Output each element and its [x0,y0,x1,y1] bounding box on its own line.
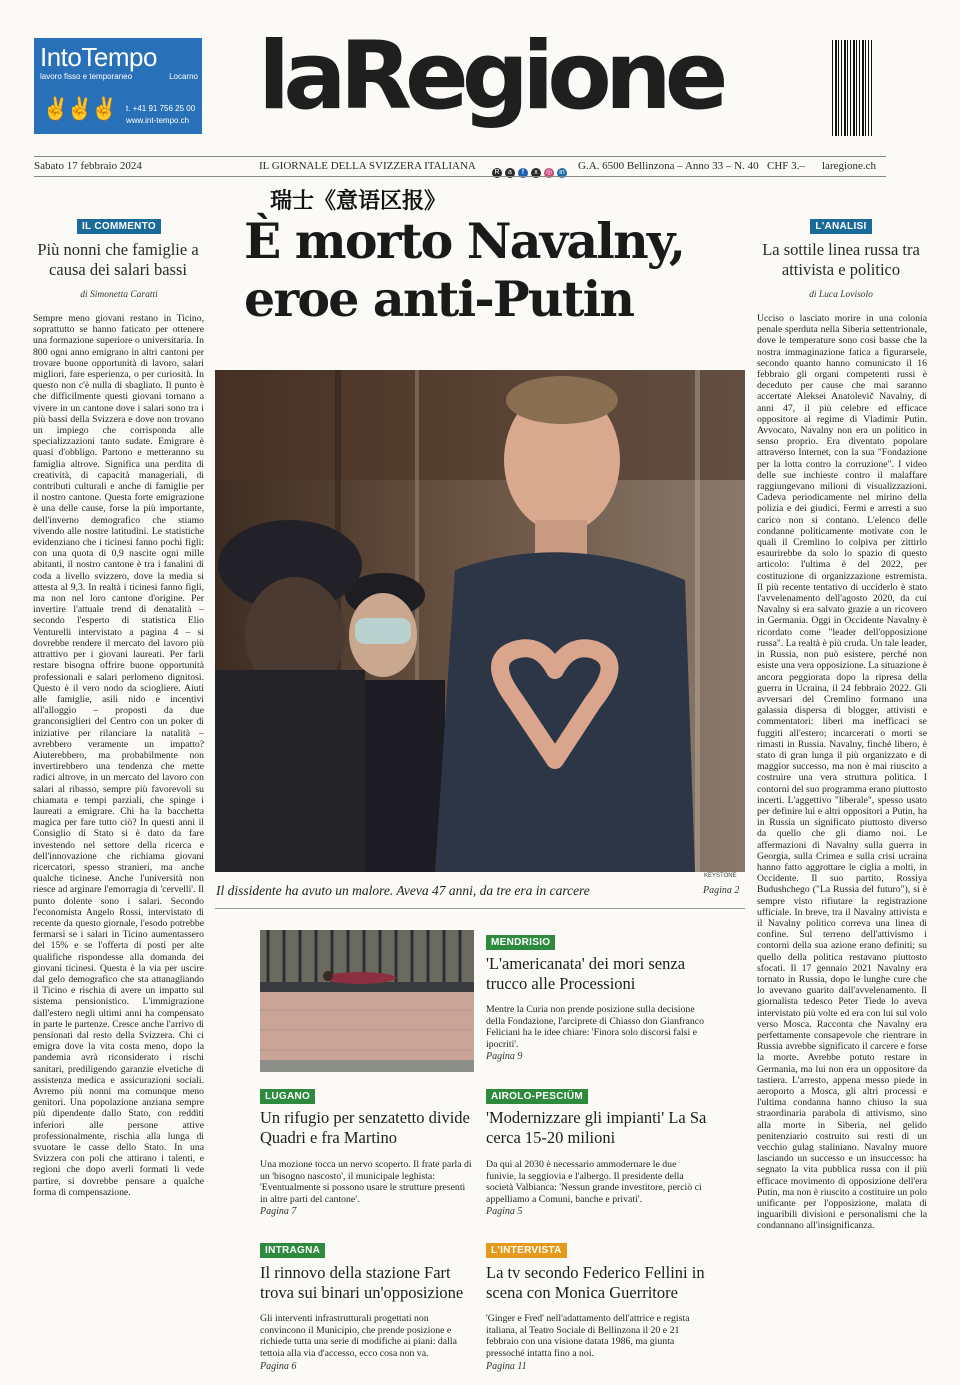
issue-number: G.A. 6500 Bellinzona – Anno 33 – N. 40 [578,160,759,172]
story-intragna-page[interactable]: Pagina 6 [260,1361,297,1372]
lead-caption: Il dissidente ha avuto un malore. Aveva 47 anni, da tre era in carcere [216,883,590,898]
newspaper-subtitle: IL GIORNALE DELLA SVIZZERA ITALIANA [259,160,476,172]
story-airolo-title[interactable]: 'Modernizzare gli impianti' La Sa cerca 15-20 milioni [486,1108,707,1147]
street-photo-illustration [260,930,474,1072]
issue-date: Sabato 17 febbraio 2024 [34,160,142,172]
instagram-icon[interactable]: ◎ [545,169,553,176]
mendrisio-photo[interactable] [260,930,474,1072]
story-intervista-kicker: L'INTERVISTA [486,1243,567,1258]
ad-brand: IntoTempo [40,42,157,72]
barcode [832,40,872,136]
linkedin-icon[interactable]: in [557,168,567,178]
navalny-photo-illustration [215,370,745,872]
ad-website[interactable]: www.int-tempo.ch [126,116,190,125]
story-intervista-kicker-wrap [486,1240,567,1258]
story-intragna-kicker: INTRAGNA [260,1243,325,1258]
right-column-byline: di Luca Lovisolo [809,290,873,300]
lead-photo[interactable] [215,370,745,872]
story-airolo-body: Da qui al 2030 è necessario ammodernare le due funivie, la seggiovia e l'albergo. Il presidente della società Valbianca: 'Nessun grande investitore, perciò ci appelliamo a Comuni, banche e privati'. [486,1159,702,1205]
facebook-icon[interactable]: f [518,168,528,178]
story-mendrisio-page[interactable]: Pagina 9 [486,1051,523,1062]
ad-tagline: lavoro fisso e temporaneo [40,72,133,81]
story-airolo-kicker-wrap [486,1086,588,1104]
lead-page-ref[interactable]: Pagina 2 [703,885,740,896]
ad-banner-intotempo[interactable] [34,38,202,134]
story-intervista-page[interactable]: Pagina 11 [486,1361,527,1372]
story-intervista-body: 'Ginger e Fred' nell'adattamento dell'attrice e regista italiana, al Teatro Sociale di Bellinzona il 20 e 21 febbraio con una visione datata 1986, ma giunta pressoché intatta fino a noi. [486,1313,690,1359]
left-column-body: Sempre meno giovani restano in Ticino, soprattutto se hanno faticato per ottenere una formazione superiore o universitaria. In 800 ogni anno emigrano in altri cantoni per trovare buone opportunità di lavoro, salari migliori, fare esperienza, o per curiosità. In questo non c'è nulla di sbagliato. Il punto è che difficilmente questi giovani tornano a vivere in un cantone dove i salari sono tra i più bassi della Svizzera e dove non trovano un impiego che corrisponda alle specializzazioni tanto sudate. Emigrare è quasi d'obbligo. Partono e metteranno su famiglia altrove. Significa una perdita di creatività, di capacità manageriali, di contributi culturali e anche di famiglie per il nostro cantone. Questa forte emigrazione è una delle cause, forse la più importante, dell'inverno demografico che stiamo vivendo alle nostre latitudini. Le statistiche evidenziano che i ticinesi fanno pochi figli: con una quota di 0,9 nascite ogni mille abitanti, il nostro cantone è tra i fanalini di coda a livello svizzero, dove la media si attesta al 9,3. In realtà i ticinesi fanno figli, ma non nel loro cantone d'origine. Per invertire l'attuale trend di denatalità – secondo l'esperto di statistica Elio Venturelli intervistato a pagina 4 – si dovrebbe rendere il mercato del lavoro più attrattivo per i giovani laureati. Per farli restare bisogna offrire buone opportunità professionali e salari perlomeno dignitosi. Questo è il vero nodo da sciogliere. Aiuti alle famiglie, asili nido e incentivi all'alloggio – proposti da due granconsiglieri del Centro con un poker di iniziative per rilanciare la natalità – avrebbero veramente un impatto? Aiuterebbero, ma probabilmente non invertirebbero una tendenza che mette radici altrove, in un mercato del lavoro con salari al ribasso, sempre più favorevoli su chiamata e tempi parziali, che spinge i laureati a emigrare. Chi ha la bacchetta magica per fare tutto ciò? In questi anni il Consiglio di Stato si è dato da fare investendo nel settore della ricerca e dell'innovazione che richiama giovani ricercatori, spesso stranieri, ma anche qualche ticinese. Anche l'università non riesce ad arginare l'emorragia di 'cervelli'. Il punto dolente sono i salari. Secondo l'economista Angelo Rossi, intervistato di recente da questo giornale, l'esodo potrebbe fermarsi se i salari in Ticino aumentassero del 15% e se l'offerta di posti per alte qualifiche rispondesse alla domanda dei giovani ticinesi. Questa è la via per uscire dal gelo demografico che sta attanagliando il Ticino e rischia di avere un impatto sul sistema pensionistico. L'immigrazione dall'estero negli ultimi anni ha compensato in parte le partenze. Cresce anche l'arrivo di pensionati dal resto della Svizzera. Chi ci emigra dove la vita costa meno, dopo la pandemia avrà riconsiderato i rischi sanitari, prediligendo garanzie elvetiche di assistenza medica e assicurazioni sociali. Avremo più nonni ma comunque meno genitori. Una popolazione anziana sempre più dipendente dallo Stato, con redditi inferiori alle persone attive professionalmente, rischia alla lunga di svuotare le casse dello Stato. In una Svizzera con poli che attirano i talenti, e regioni che dopo averli formati li vede partire, si dovrebbe pensare a qualche forma di compensazione. [33,313,204,1198]
story-lugano-kicker-wrap [260,1086,315,1104]
lead-headline-line1: È morto Navalny, [244,212,685,270]
people-icon: ✌✌✌ [42,96,116,121]
story-lugano-kicker: LUGANO [260,1089,315,1104]
ad-phone: t. +41 91 756 25 00 [126,104,196,113]
story-mendrisio-body: Mentre la Curia non prende posizione sulla decisione della Fondazione, l'arciprete di Chiasso don Gianfranco Feliciani ha le idee chiare: 'Finora solo discorsi falsi e ipocriti'. [486,1004,705,1050]
story-intragna-body: Gli interventi infrastrutturali progettati non convincono il Municipio, che prende posizione e richiede tutta una serie di modifiche ai piani: dalla tettoia alla via d'accesso, ecco cosa non va. [260,1313,457,1359]
story-mendrisio-kicker-wrap [486,932,555,950]
right-kicker-wrap [756,216,926,234]
story-airolo-kicker: AIROLO-PESCIÜM [486,1089,588,1104]
lead-rule [215,908,745,909]
left-kicker: IL COMMENTO [77,219,161,234]
story-airolo-page[interactable]: Pagina 5 [486,1206,523,1217]
site-link[interactable]: laregione.ch [822,160,877,172]
story-lugano-title[interactable]: Un rifugio per senzatetto divide Quadri e fra Martino [260,1108,470,1147]
app-icon[interactable]: a [505,168,515,178]
laR-icon[interactable]: R [492,168,502,178]
story-intragna-kicker-wrap [260,1240,325,1258]
story-lugano-page[interactable]: Pagina 7 [260,1206,297,1217]
masthead-rule-top [34,156,886,157]
issue-price: CHF 3.– [767,160,805,172]
story-intragna-title[interactable]: Il rinnovo della stazione Fart trova sui binari un'opposizione [260,1263,464,1302]
lead-headline-line2: eroe anti-Putin [244,270,634,328]
ad-location: Locarno [169,72,198,81]
story-lugano-body: Una mozione tocca un nervo scoperto. Il frate parla di un 'bisogno nascosto', il municipale leghista: 'Eventualmente si possono usare le strutture presenti in altre parti del cantone'. [260,1159,472,1205]
right-column-title[interactable]: La sottile linea russa tra attivista e politico [762,240,920,279]
story-mendrisio-kicker: MENDRISIO [486,935,555,950]
story-mendrisio-title[interactable]: 'L'americanata' dei mori senza trucco alle Processioni [486,954,686,993]
photo-credit: KEYSTONE [704,873,737,879]
x-icon[interactable]: x [531,168,541,178]
left-column-title[interactable]: Più nonni che famiglie a causa dei salari bassi [37,240,199,279]
newspaper-logo[interactable]: laRegione [258,22,722,131]
masthead-rule-bottom [34,176,886,177]
left-column-byline: di Simonetta Caratti [80,290,158,300]
watermark-label: 瑞士《意语区报》 [270,189,447,214]
lead-headline[interactable] [244,212,730,328]
left-kicker-wrap [34,216,204,234]
story-intervista-title[interactable]: La tv secondo Federico Fellini in scena con Monica Guerritore [486,1263,705,1302]
right-column-body: Ucciso o lasciato morire in una colonia penale sperduta nella Siberia settentrionale, dove le temperature sono così basse che la nostra immaginazione fatica a figurarsele, secondo quanto hanno comunicato il 16 febbraio gli organi competenti russi è deceduto per cause che mai saranno accertate Aleksei Anatolevič Navalny, di anni 47, il più celebre ed efficace oppositore al regime di Vladimir Putin. Avvocato, Navalny non era un politico in senso proprio. Era diventato popolare attraverso Internet, con la sua "Fondazione per la lotta contro la corruzione". I video delle sue inchieste contro il malaffare raggiungevano milioni di visualizzazioni. Cadeva periodicamente nel mirino della polizia e dei giudici. Fermi e arresti a suo carico non si contano. L'elenco delle condanne politicamente motivate con le quali il Cremlino lo colpiva per zittirlo esaurirebbe da solo lo spazio di questo articolo: l'ultima è del 2022, per costituzione di organizzazione estremista. Il più recente tentativo di ucciderlo è stato l'avvelenamento dell'agosto 2020, da cui Navalny si era salvato grazie a un ricovero in Germania. Oggi in Occidente Navalny è ricordato come "leader dell'opposizione russa". La realtà è più cruda. Un tale leader, in Russia, non può esistere, perché non esiste una vera opposizione. La situazione è ancora peggiorata dopo la ripresa della guerra in Ucraina, il 24 febbraio 2022. Gli avversari del Cremlino formano una galassia dispersa di blogger, attivisti e commentatori: liberi ma inefficaci se fuggiti all'estero; incarcerati o morti se rimasti in Russia. Navalny, finché libero, è stato di gran lunga il più organizzato e di maggior successo, ma non è mai riuscito a costruire una vera struttura politica. I contorni del suo programma erano piuttosto incerti. L'aggettivo "liberale", spesso usato per definire lui e altri oppositori a Putin, ha in Russia un significato piuttosto diverso da quello che gli diamo noi. Le affermazioni di Navalny sulla guerra in Georgia, sulla Crimea e sulla crisi ucraina hanno fatto aggrottare le ciglia a molti, in Occidente. Il suo partito, Rossiya Budushchego ("La Russia del futuro"), si è sempre visto rifiutare la registrazione ufficiale. In breve, tra il Navalny attivista e il Navalny politico correva una linea di confine. Sul terreno dell'attivismo i contorni della sua azione erano definiti; su quello della politica restavano piuttosto sfocati. Il 17 gennaio 2021 Navalny era tornato in Russia, dopo le lunghe cure che lo avevano guarito dall'avvelenamento. Il giornalista tedesco Peter Tiede lo aveva intervistato più volte ed era con lui sul volo verso Mosca. Racconta che Navalny era perfettamente consapevole che rientrare in Russia avrebbe significato il carcere e forse la morte. Avrebbe potuto restare in Germania, ma lui non era un oppositore da tastiera. L'arresto, appena messo piede in aeroporto a Mosca, gli altri processi e l'ultima condanna hanno chiuso la sua straordinaria parabola di attivismo, sino alla morte in Siberia, nel gelido penitenziario costruito sui resti di un vecchio gulag staliniano. Navalny muore lasciando un successo e un insuccesso: ha segnato la vita pubblica russa con il più efficace movimento di opposizione dell'era Putin, ma non è riuscito a costituire un polo unificante per l'opposizione, malata di inguaribili divisioni e personalismi che la condannano all'insignificanza. [757,313,927,1232]
right-kicker: L'ANALISI [810,219,871,234]
